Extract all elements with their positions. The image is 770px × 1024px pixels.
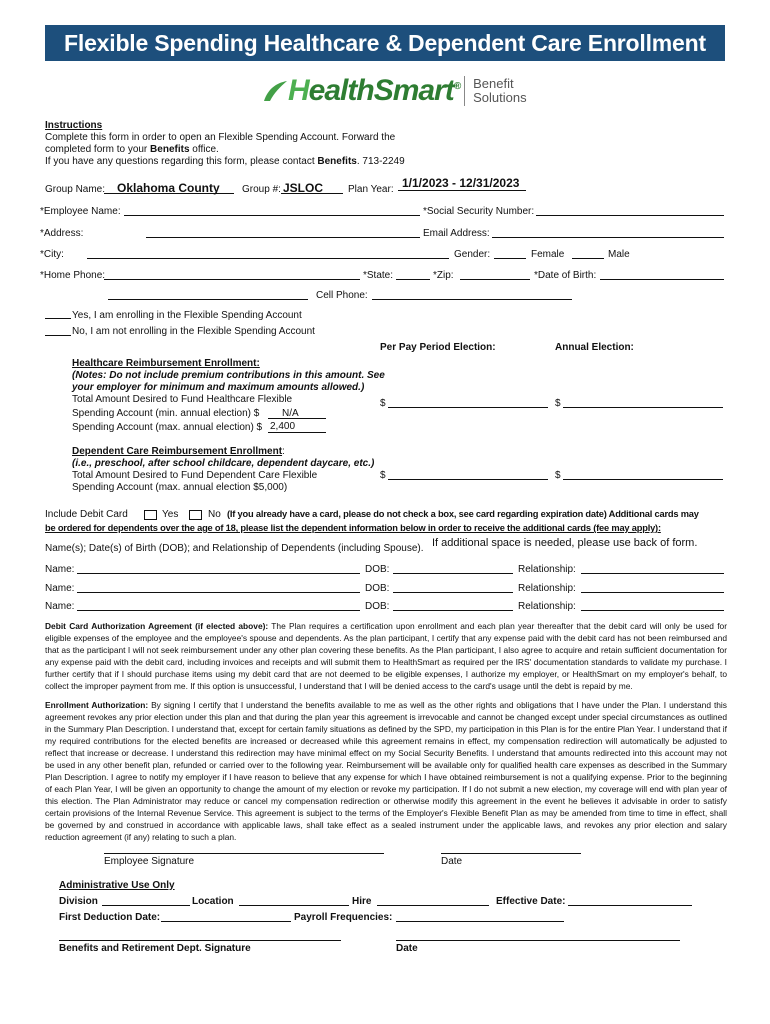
email-field[interactable] bbox=[492, 237, 724, 238]
instructions-heading: Instructions bbox=[45, 120, 103, 131]
debit-no-label: No bbox=[208, 509, 221, 520]
dep1-dob-label: DOB: bbox=[365, 564, 390, 575]
admin-heading: Administrative Use Only bbox=[59, 880, 175, 891]
dependent-note: (i.e., preschool, after school childcare, dependent daycare, etc.) bbox=[72, 458, 375, 469]
enroll-yes-label: Yes, I am enrolling in the Flexible Spending Account bbox=[72, 310, 302, 321]
first-deduction-field[interactable] bbox=[161, 921, 291, 922]
state-field[interactable] bbox=[396, 279, 430, 280]
logo-subtitle: Benefit Solutions bbox=[473, 76, 527, 105]
healthcare-line3: Spending Account (max. annual election) $ bbox=[72, 422, 263, 433]
group-number-value[interactable]: JSLOC bbox=[283, 181, 324, 195]
group-name-label: Group Name: bbox=[45, 184, 106, 195]
healthcare-heading: Healthcare Reimbursement Enrollment: bbox=[72, 358, 260, 369]
benefits-date-label: Date bbox=[396, 943, 418, 954]
effective-date-label: Effective Date: bbox=[496, 896, 566, 907]
dep3-rel-field[interactable] bbox=[581, 610, 724, 611]
enrollment-authorization: Enrollment Authorization: By signing I certify that I understand the benefits available to me as well as the other rights and obligations that I have under the Plan. I understand this agreement revokes any prior election under this plan and that during the plan year this agreement is irrevocable and cannot be changed except under special circumstances as outlined in the Summary Plan Description. I understand that, except for certain family situations as defined by the SPD, my participation in this Plan is for the entire Plan Year. I understand that if my required contributions for the elected benefits are increased or decreased while this agreement remains in effect, my compensation redirection will automatically be adjusted to reflect that increase or decrease. I understand this redirection may have minimal effect on my Social Security Benefits. I understand that amounts redirected into this account may not be used in any other benefit plan, refunded or carried over to the following year. Reimbursement will be available only for qualified health care expenses as described in the Summary Plan Description. I agree to notify my employer if I have reason to believe that any expense for which I have obtained reimbursement is not a qualifying expense. Prior to the beginning of each Plan Year, I will be given an opportunity to change the amount of my election or revoke my participation. If I do not submit a new election, my coverage will end with plan year of this election. The Plan Administrator may reduce or cancel my compensation redirection or otherwise modify this agreement in the event he believes it advisable in order to satisfy certain provisions of the Internal Revenue Service. This agreement is subject to the terms of the Employer's Flexible Benefit Plan as may be amended from time to time in effect, shall be governed by and construed in accordance with applicable laws, shall take effect as a sealed instrument under the applicable laws, and revokes any prior election and salary reduction agreement (if any) relating to such a plan. bbox=[45, 700, 727, 842]
dep1-name-label: Name: bbox=[45, 564, 75, 575]
hire-label: Hire bbox=[352, 896, 372, 907]
group-number-label: Group #: bbox=[242, 184, 281, 195]
healthcare-min-value: N/A bbox=[282, 408, 299, 419]
healthcare-note2: your employer for minimum and maximum amounts allowed.) bbox=[72, 382, 365, 393]
zip-label: *Zip: bbox=[433, 270, 454, 281]
hire-field[interactable] bbox=[377, 905, 489, 906]
debit-no-checkbox[interactable] bbox=[189, 510, 202, 520]
dep2-name-label: Name: bbox=[45, 583, 75, 594]
address-field[interactable] bbox=[146, 237, 420, 238]
annual-heading: Annual Election: bbox=[555, 342, 634, 353]
home-phone-field[interactable] bbox=[104, 279, 360, 280]
dep1-dob-field[interactable] bbox=[393, 573, 513, 574]
employee-date-field[interactable] bbox=[441, 853, 581, 854]
city-label: *City: bbox=[40, 249, 64, 260]
space-note: If additional space is needed, please use back of form. bbox=[432, 537, 698, 549]
dep2-dob-field[interactable] bbox=[393, 592, 513, 593]
state-label: *State: bbox=[363, 270, 394, 281]
dependent-heading: Dependent Care Reimbursement Enrollment: bbox=[72, 446, 285, 457]
leaf-icon bbox=[262, 79, 288, 103]
dep3-name-field[interactable] bbox=[77, 610, 360, 611]
per-pay-heading: Per Pay Period Election: bbox=[380, 342, 496, 353]
home-phone-label: *Home Phone: bbox=[40, 270, 106, 281]
enroll-no-label: No, I am not enrolling in the Flexible Spending Account bbox=[72, 326, 315, 337]
dep3-dob-field[interactable] bbox=[393, 610, 513, 611]
benefits-date-field[interactable] bbox=[396, 940, 680, 941]
email-label: Email Address: bbox=[423, 228, 490, 239]
dep3-dob-label: DOB: bbox=[365, 601, 390, 612]
employee-name-label: *Employee Name: bbox=[40, 206, 121, 217]
division-label: Division bbox=[59, 896, 98, 907]
benefits-signature-field[interactable] bbox=[59, 940, 341, 941]
enroll-yes-field[interactable] bbox=[45, 318, 71, 319]
debit-note2: be ordered for dependents over the age of 18, please list the dependent information below in order to receive the additional cards (fee may apply): bbox=[45, 523, 661, 533]
healthcare-annual-field[interactable] bbox=[563, 407, 723, 408]
payroll-frequencies-label: Payroll Frequencies: bbox=[294, 912, 393, 923]
form-title: Flexible Spending Healthcare & Dependent Care Enrollment bbox=[45, 25, 725, 61]
division-field[interactable] bbox=[102, 905, 190, 906]
dep3-name-label: Name: bbox=[45, 601, 75, 612]
healthcare-note1: (Notes: Do not include premium contributions in this amount. See bbox=[72, 370, 385, 381]
dep1-rel-label: Relationship: bbox=[518, 564, 576, 575]
employee-name-field[interactable] bbox=[124, 215, 420, 216]
debit-yes-checkbox[interactable] bbox=[144, 510, 157, 520]
ssn-label: *Social Security Number: bbox=[423, 206, 535, 217]
dependent-per-pay-dollar: $ bbox=[380, 470, 386, 481]
male-label: Male bbox=[608, 249, 630, 260]
plan-year-label: Plan Year: bbox=[348, 184, 394, 195]
cell-phone-label: Cell Phone: bbox=[316, 290, 368, 301]
healthcare-annual-dollar: $ bbox=[555, 398, 561, 409]
employee-date-label: Date bbox=[441, 856, 463, 867]
debit-note1: (If you already have a card, please do not check a box, see card regarding expiration date) Additional cards may bbox=[227, 509, 699, 519]
employee-signature-label: Employee Signature bbox=[104, 856, 195, 867]
gender-label: Gender: bbox=[454, 249, 491, 260]
dependent-per-pay-field[interactable] bbox=[388, 479, 548, 480]
location-label: Location bbox=[192, 896, 234, 907]
dep3-rel-label: Relationship: bbox=[518, 601, 576, 612]
enroll-no-field[interactable] bbox=[45, 335, 71, 336]
healthcare-line1: Total Amount Desired to Fund Healthcare Flexible bbox=[72, 394, 293, 405]
gender-female-field[interactable] bbox=[494, 258, 526, 259]
dep2-dob-label: DOB: bbox=[365, 583, 390, 594]
first-deduction-label: First Deduction Date: bbox=[59, 912, 161, 923]
logo-brand: HealthSmart® bbox=[288, 74, 461, 107]
location-field[interactable] bbox=[239, 905, 349, 906]
healthcare-max-value: 2,400 bbox=[270, 421, 296, 432]
dep2-rel-field[interactable] bbox=[581, 592, 724, 593]
cell-phone-field[interactable] bbox=[372, 299, 572, 300]
debit-card-agreement: Debit Card Authorization Agreement (if elected above): The Plan requires a certification upon enrollment and each plan year thereafter that the debit card will only be used for eligible expenses of the employee and the employee's spouse and dependents. As the plan participant, I certify that any expense paid with the debit card has not been reimbursed and that as the participant I will not seek reimbursement under any other plan covering these benefits. As the Plan participant, I also agree to acquire and retain sufficient documentation for any expense paid with the debit card, including invoices and receipts and will submit them to HealthSmart as required per the IRS' documentation standards to validate my purchase. I further certify that if I should purchase items using my debit card that are not deemed to be eligible expenses, I authorize my employer, or HealthSmart on my employer's behalf, to collect the improper payment from me. If this option is unsuccessful, I understand that I will be denied access to the card's usage until the debt is repaid by me. bbox=[45, 621, 727, 691]
benefits-signature-label: Benefits and Retirement Dept. Signature bbox=[59, 943, 251, 954]
dependent-annual-dollar: $ bbox=[555, 470, 561, 481]
instructions-line2: completed form to your Benefits office. bbox=[45, 144, 219, 155]
employee-signature-field[interactable] bbox=[104, 853, 384, 854]
group-name-value[interactable]: Oklahoma County bbox=[117, 181, 220, 195]
dependent-annual-field[interactable] bbox=[563, 479, 723, 480]
dep1-name-field[interactable] bbox=[77, 573, 360, 574]
healthsmart-logo bbox=[262, 74, 527, 108]
dependents-list-label: Name(s); Date(s) of Birth (DOB); and Relationship of Dependents (including Spouse). bbox=[45, 543, 424, 554]
dependent-line1: Total Amount Desired to Fund Dependent Care Flexible bbox=[72, 470, 318, 481]
plan-year-value[interactable]: 1/1/2023 - 12/31/2023 bbox=[402, 176, 520, 190]
healthcare-per-pay-dollar: $ bbox=[380, 398, 386, 409]
dob-label: *Date of Birth: bbox=[534, 270, 597, 281]
dob-field[interactable] bbox=[600, 279, 724, 280]
dep2-rel-label: Relationship: bbox=[518, 583, 576, 594]
healthcare-per-pay-field[interactable] bbox=[388, 407, 548, 408]
zip-field[interactable] bbox=[460, 279, 530, 280]
debit-yes-label: Yes bbox=[162, 509, 179, 520]
female-label: Female bbox=[531, 249, 565, 260]
address-label: *Address: bbox=[40, 228, 84, 239]
healthcare-line2: Spending Account (min. annual election) $ bbox=[72, 408, 260, 419]
dep2-name-field[interactable] bbox=[77, 592, 360, 593]
debit-card-label: Include Debit Card bbox=[45, 509, 128, 520]
gender-male-field[interactable] bbox=[572, 258, 604, 259]
payroll-frequencies-field[interactable] bbox=[396, 921, 564, 922]
instructions-line1: Complete this form in order to open an Flexible Spending Account. Forward the bbox=[45, 132, 396, 143]
instructions-line3: If you have any questions regarding this form, please contact Benefits. 713-2249 bbox=[45, 156, 405, 167]
city-field[interactable] bbox=[87, 258, 449, 259]
dep1-rel-field[interactable] bbox=[581, 573, 724, 574]
dependent-line2: Spending Account (max. annual election $5,000) bbox=[72, 482, 288, 493]
effective-date-field[interactable] bbox=[568, 905, 692, 906]
ssn-field[interactable] bbox=[536, 215, 724, 216]
